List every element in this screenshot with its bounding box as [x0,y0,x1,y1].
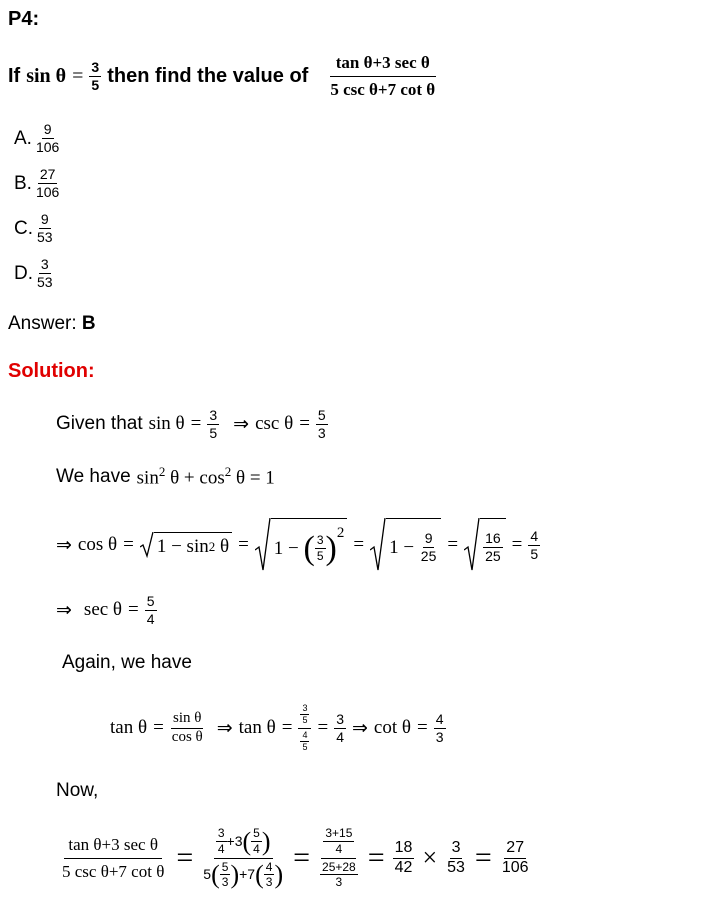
solution-line-given: Given that sin θ = $\frac{3}{5}$ ⇒ csc θ = $\frac{5}{3}$ [56,406,326,441]
option-c[interactable]: C. $\frac{9}{53}$ [14,211,53,245]
given-fraction: $\frac{3}{5}$ [91,58,100,93]
option-a[interactable]: A. $\frac{9}{106}$ [14,121,60,155]
solution-line-cos: ⇒ cos θ = 1 − sin 2 θ = 1 − ( $\frac{3}{5}$ ) $^2$ = 1 − $\frac{9}{25}$ = $\frac{16}{25}$ = $\frac{4}{5}$ [56,514,540,576]
solution-line-final: $\frac{\text{tan θ+3 sec θ}}{\text{5 csc θ+7 cot θ}}$ = $\frac{3}{4}$ +3 ( $\frac{5}{4}$ ) 5 ( $\frac{5}{3}$ ) +7 ( $\frac{4}{3}$ ) = $\frac{\frac{3+15}{4}}{\frac{25+28}{3}}$ = $\frac{18}{42}$ × $\frac{3}{53}$ = $\frac{27}{106}$ [58,816,531,900]
solution-again: Again, we have [62,652,192,673]
solution-line-tan: tan θ = $\frac{\text{sin θ}}{\text{cos θ}}$ ⇒ tan θ = $\frac{\frac{3}{5}}{\frac{4}{5}}$ = $\frac{3}{4}$ ⇒ cot θ = $\frac{4}{3}$ [110,702,444,752]
solution-line-identity: We have $\sin^2 \theta + \cos^2 \theta = 1$ [56,464,275,489]
sqrt-fraction: $\frac{16}{25}$ [464,518,506,572]
options-list [14,116,61,296]
option-b[interactable]: B. $\frac{27}{106}$ [14,166,60,200]
given-lhs: sin θ [26,64,67,87]
problem-statement [8,46,441,106]
answer-label: Answer: [8,313,77,334]
option-d[interactable]: D. $\frac{3}{53}$ [14,256,53,290]
solution-line-sec: ⇒ sec θ = $\frac{5}{4}$ [56,592,155,627]
compound-fraction: $\frac{\frac{3}{5}}{\frac{4}{5}}$ [298,704,311,753]
final-expression: $\frac{\text{tan θ+3 sec θ}}{\text{5 csc θ+7 cot θ}}$ [62,834,165,881]
solution-heading: Solution: [8,360,95,382]
solution-now: Now, [56,780,99,801]
problem-middle: then find the value of [107,64,309,87]
sqrt-one-minus-fraction: 1 − $\frac{9}{25}$ [370,518,441,572]
answer-line [8,313,96,335]
equals-sign: = [72,64,84,87]
simplified-fraction: $\frac{\frac{3+15}{4}}{\frac{25+28}{3}}$ [322,826,356,890]
sqrt-one-minus-sin2: 1 − sin 2 θ [140,532,232,558]
target-expression: $\frac{\text{tan θ+3 sec θ}}{\text{5 csc θ+7 cot θ}}$ [330,52,436,99]
problem-label: P4: [8,8,40,30]
final-answer-fraction: $\frac{27}{106}$ [501,838,529,876]
problem-lead: If [8,64,21,87]
sqrt-one-minus-ratio-squared: 1 − ( $\frac{3}{5}$ ) $^2$ [255,518,348,572]
answer-value: B [81,313,96,334]
substituted-fraction: $\frac{3}{4}$ +3 ( $\frac{5}{4}$ ) 5 ( $\frac{5}{3}$ ) +7 ( $\frac{4}{3}$ ) [203,826,284,890]
